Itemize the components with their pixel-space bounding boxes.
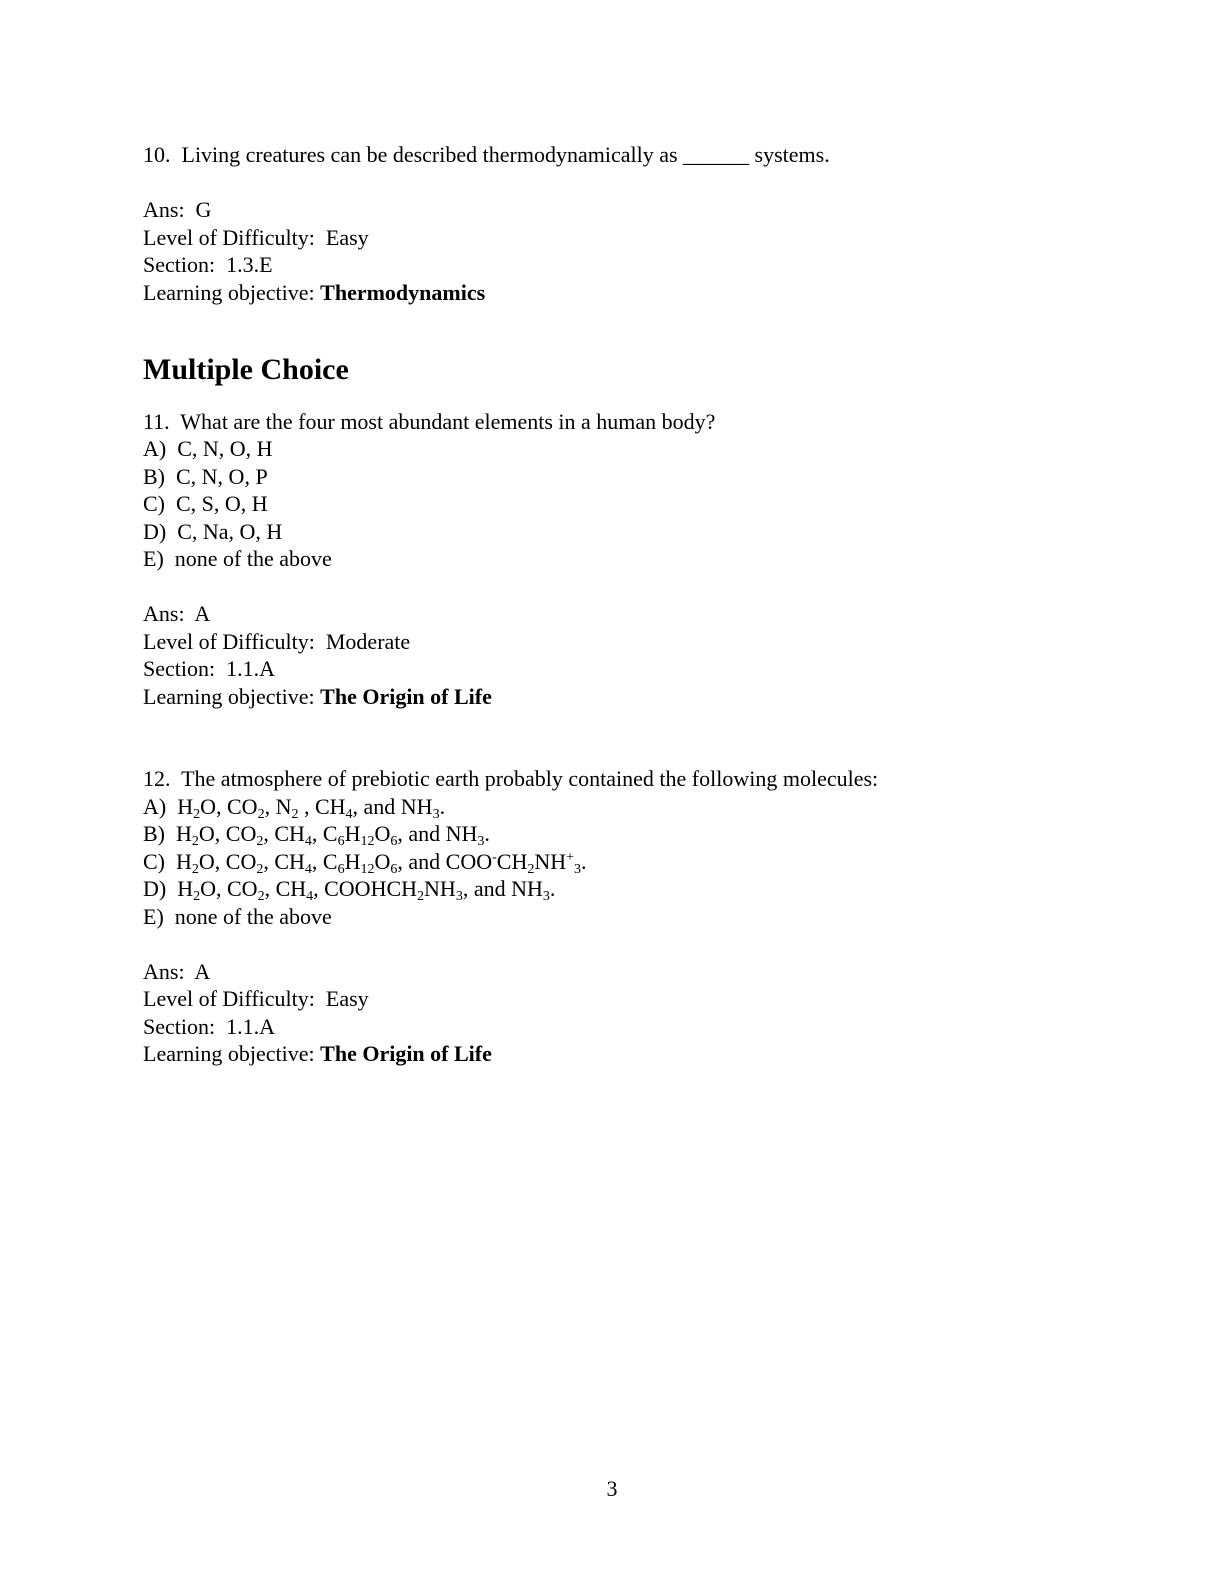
objective-label: Learning objective: bbox=[143, 683, 321, 709]
question-10-answer: Ans: G bbox=[143, 197, 212, 222]
question-11-section: Section: 1.1.A bbox=[143, 656, 275, 681]
question-11-option-d: D) C, Na, O, H bbox=[143, 518, 283, 544]
question-10-objective bbox=[143, 279, 1103, 307]
document-page bbox=[143, 141, 1103, 1068]
objective-value: The Origin of Life bbox=[320, 1041, 492, 1066]
question-12-objective bbox=[143, 1040, 1103, 1068]
question-12-section: Section: 1.1.A bbox=[143, 1013, 275, 1039]
question-12-option-d: D) $H_2O$, $CO_2$, $CH_4$, $COOHCH_2NH_3$, and $NH_3$. bbox=[143, 876, 556, 904]
question-12-option-e: E) none of the above bbox=[143, 903, 332, 929]
objective-label: Learning objective: bbox=[143, 279, 321, 305]
question-11-option-a: A) C, N, O, H bbox=[143, 436, 273, 461]
question-10-text: 10. Living creatures can be described thermodynamically as ______ systems. bbox=[143, 142, 830, 167]
question-12-difficulty: Level of Difficulty: Easy bbox=[143, 986, 369, 1011]
question-12-text: 12. The atmosphere of prebiotic earth probably contained the following molecules: bbox=[143, 766, 879, 791]
question-12-answer: Ans: A bbox=[143, 958, 211, 984]
question-10-difficulty: Level of Difficulty: Easy bbox=[143, 224, 369, 250]
objective-value: Thermodynamics bbox=[320, 279, 486, 305]
objective-label: Learning objective: bbox=[143, 1041, 321, 1066]
question-11-answer: Ans: A bbox=[143, 601, 211, 626]
section-heading: Multiple Choice bbox=[143, 352, 349, 386]
objective-value: The Origin of Life bbox=[320, 683, 492, 709]
question-11-text: 11. What are the four most abundant elements in a human body? bbox=[143, 408, 716, 434]
question-11-objective bbox=[143, 683, 1103, 711]
question-11-option-b: B) C, N, O, P bbox=[143, 463, 268, 489]
question-12-option-b: B) $H_2O$, $CO_2$, $CH_4$, $C_6H_{12}O_6$, and $NH_3$. bbox=[143, 821, 490, 849]
page-number: 3 bbox=[606, 1476, 618, 1501]
question-11-option-e: E) none of the above bbox=[143, 546, 332, 571]
question-11-difficulty: Level of Difficulty: Moderate bbox=[143, 628, 411, 654]
question-11-option-c: C) C, S, O, H bbox=[143, 491, 268, 516]
question-12-option-c: C) $H_2O$, $CO_2$, $CH_4$, $C_6H_{12}O_6$, and $COO^-CH_2NH^+_3$. bbox=[143, 848, 587, 877]
question-12-option-a: A) $H_2O$, $CO_2$, $N_2$ , $CH_4$, and $NH_3$. bbox=[143, 793, 446, 822]
question-10-section: Section: 1.3.E bbox=[143, 252, 273, 277]
